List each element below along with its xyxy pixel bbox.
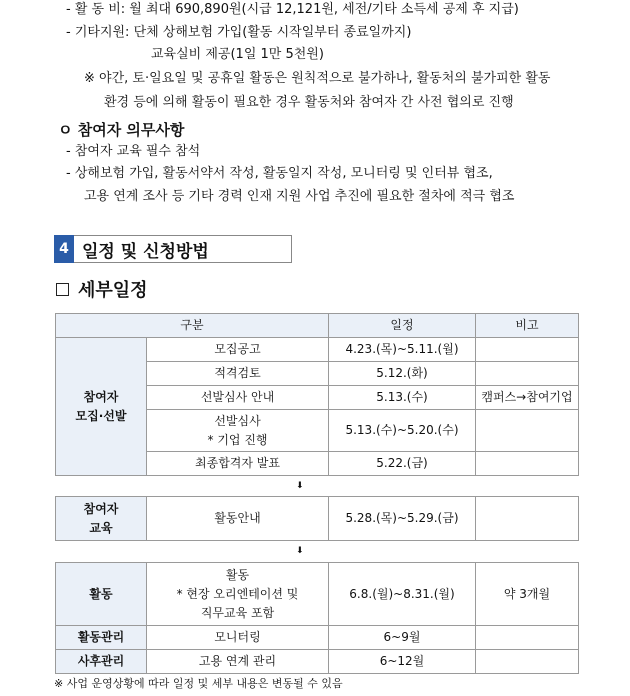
item-cell: 활동안내 — [147, 497, 329, 541]
note-cell: 캠퍼스→참여기업 — [476, 386, 579, 410]
date-cell: 5.28.(목)~5.29.(금) — [329, 497, 476, 541]
section-header — [54, 235, 292, 263]
allowance-line: - 활 동 비: 월 최대 690,890원(시급 12,121원, 세전/기타 소득세 공제 후 지급) — [66, 2, 519, 17]
date-cell: 5.12.(화) — [329, 362, 476, 386]
item-cell — [147, 410, 329, 452]
item-cell: 모니터링 — [147, 626, 329, 650]
duties-heading: ㅇ 참여자 의무사항 — [58, 121, 185, 139]
schedule-subheading — [56, 276, 148, 302]
category-line: 모집·선발 — [75, 408, 127, 423]
note-cell — [476, 410, 579, 452]
table-row — [56, 626, 579, 650]
date-cell: 6~12월 — [329, 650, 476, 674]
date-cell: 6.8.(월)~8.31.(월) — [329, 563, 476, 626]
schedule-table-education — [55, 496, 579, 541]
down-arrow-icon: ⬇ — [296, 546, 304, 556]
duty-line-1: - 참여자 교육 필수 참석 — [66, 144, 201, 159]
footnote: ※ 사업 운영상황에 따라 일정 및 세부 내용은 변동될 수 있음 — [54, 677, 343, 690]
item-cell: 고용 연계 관리 — [147, 650, 329, 674]
note-cell — [476, 497, 579, 541]
item-cell: 모집공고 — [147, 338, 329, 362]
date-cell: 4.23.(목)~5.11.(월) — [329, 338, 476, 362]
category-line: 참여자 — [83, 389, 119, 404]
date-cell: 5.22.(금) — [329, 452, 476, 476]
note-line-2: 환경 등에 의해 활동이 필요한 경우 활동처와 참여자 간 사전 협의로 진행 — [104, 95, 514, 110]
category-line: 참여자 — [83, 501, 119, 516]
header-date: 일정 — [329, 314, 476, 338]
subheading-text: 세부일정 — [78, 280, 148, 301]
header-category: 구분 — [56, 314, 329, 338]
item-line: * 기업 진행 — [207, 432, 268, 447]
date-cell: 6~9월 — [329, 626, 476, 650]
item-cell — [147, 563, 329, 626]
item-line: * 현장 오리엔테이션 및 — [176, 586, 299, 601]
table-row — [56, 563, 579, 626]
schedule-table-recruit — [55, 313, 579, 476]
date-cell: 5.13.(수)~5.20.(수) — [329, 410, 476, 452]
duty-line-3: 고용 연계 조사 등 기타 경력 인재 지원 사업 추진에 필요한 절차에 적극 협조 — [84, 189, 515, 204]
note-cell — [476, 626, 579, 650]
table-row — [56, 338, 579, 362]
category-activity: 활동 — [56, 563, 147, 626]
note-cell — [476, 452, 579, 476]
item-line: 직무교육 포함 — [200, 605, 275, 620]
duty-line-2: - 상해보험 가입, 활동서약서 작성, 활동일지 작성, 모니터링 및 인터뷰 협조, — [66, 166, 493, 181]
note-cell — [476, 338, 579, 362]
note-line-1: ※ 야간, 토·일요일 및 공휴일 활동은 원칙적으로 불가하나, 활동처의 불가피한 활동 — [84, 71, 551, 86]
education-cost-line: 교육실비 제공(1일 1만 5천원) — [151, 47, 324, 62]
date-cell: 5.13.(수) — [329, 386, 476, 410]
item-cell: 적격검토 — [147, 362, 329, 386]
item-line: 활동 — [225, 567, 250, 582]
schedule-table-activity — [55, 562, 579, 674]
checkbox-square-icon — [56, 283, 69, 296]
category-followup: 사후관리 — [56, 650, 147, 674]
header-note: 비고 — [476, 314, 579, 338]
category-education — [56, 497, 147, 541]
other-support-line: - 기타지원: 단체 상해보험 가입(활동 시작일부터 종료일까지) — [66, 25, 412, 40]
item-line: 선발심사 — [214, 413, 261, 428]
table-row — [56, 497, 579, 541]
item-cell: 선발심사 안내 — [147, 386, 329, 410]
section-number: 4 — [54, 235, 74, 263]
note-cell — [476, 362, 579, 386]
table-row — [56, 650, 579, 674]
table-header-row — [56, 314, 579, 338]
item-cell: 최종합격자 발표 — [147, 452, 329, 476]
section-title: 일정 및 신청방법 — [82, 241, 209, 262]
note-cell: 약 3개월 — [476, 563, 579, 626]
category-recruit — [56, 338, 147, 476]
category-management: 활동관리 — [56, 626, 147, 650]
category-line: 교육 — [89, 520, 113, 535]
down-arrow-icon: ⬇ — [296, 481, 304, 491]
note-cell — [476, 650, 579, 674]
